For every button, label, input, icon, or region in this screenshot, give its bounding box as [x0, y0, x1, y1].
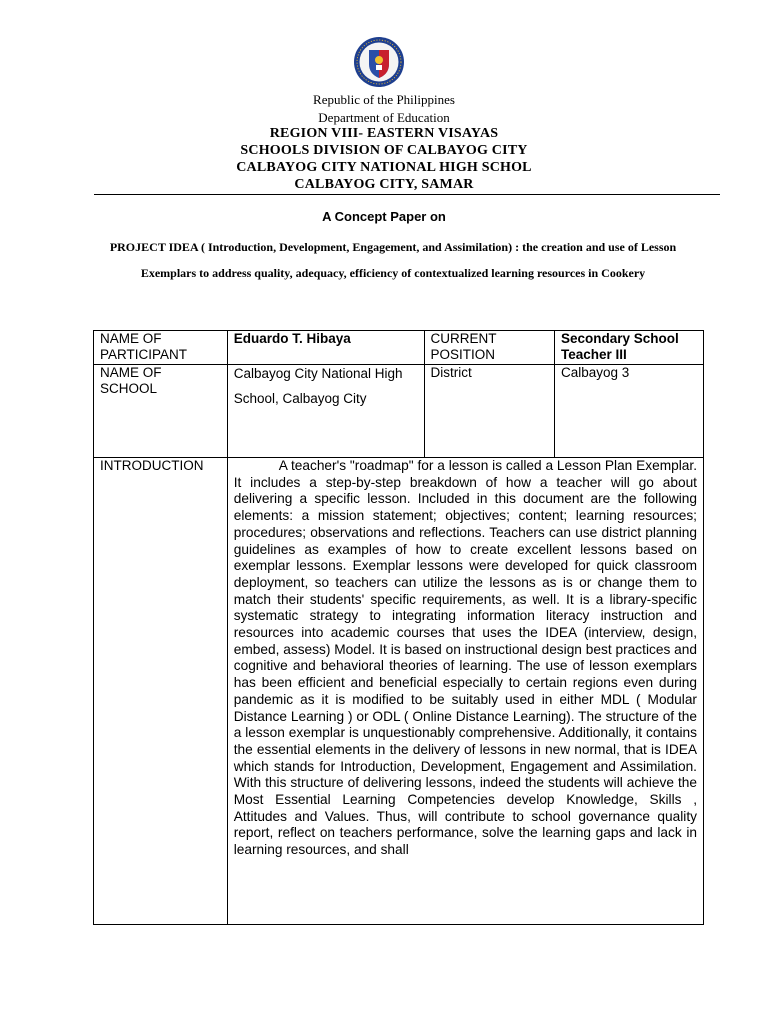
- project-idea-title: PROJECT IDEA ( Introduction, Development, Engagement, and Assimilation) : the creation and use of Lesson Exemplars to address quality, adequacy, efficiency of contextualized learning resources in Cookery: [109, 240, 677, 280]
- table-row: [94, 458, 704, 925]
- participant-value: Eduardo T. Hibaya: [227, 331, 424, 365]
- introduction-cell: [227, 458, 703, 925]
- seal-sun: [375, 56, 383, 64]
- participant-info-table: [93, 330, 704, 925]
- header-division: SCHOOLS DIVISION OF CALBAYOG CITY: [240, 143, 528, 158]
- header-region: REGION VIII- EASTERN VISAYAS: [269, 126, 499, 141]
- header-city: CALBAYOG CITY, SAMAR: [294, 177, 474, 192]
- school-value: Calbayog City National High School, Calbayog City: [233, 366, 403, 406]
- introduction-text: A teacher's "roadmap" for a lesson is called a Lesson Plan Exemplar. It includes a step-by-step breakdown of how a teacher will go about delivering a specific lesson. Included in this document are the following elements: a mission statement; objectives; content; learning resources; procedures; observations and reflections. Teachers can use district planning guidelines as examples of how to create excellent lessons based on exemplar lessons. Exemplar lessons were developed for quick classroom deployment, so teachers can utilize the lessons as is or change them to match their students' specific requirements, as well. It is a library-specific systematic strategy to integrating information literacy instruction and resources into academic courses that uses the IDEA (interview, design, embed, assess) Model. It is based on instructional design best practices and cognitive and behavioral theories of learning. The use of lesson exemplars has been efficient and beneficial especially to certain regions even during pandemic as it is modified to be suitably used in either MDL ( Modular Distance Learning ) or ODL ( Online Distance Learning). The structure of the a lesson exemplar is unquestionably comprehensive. Additionally, it contains the essential elements in the delivery of lessons in new normal, that is IDEA which stands for Introduction, Development, Engagement and Assimilation. With this structure of delivering lessons, indeed the students will achieve the Most Essential Learning Competencies develop Knowledge, Skills , Attitudes and Values. Thus, will contribute to school governance quality report, reflect on teachers performance, solve the learning gaps and lack in learning resources, and shall: [233, 458, 697, 858]
- header-divider: [94, 194, 720, 195]
- deped-seal-icon: [343, 36, 415, 88]
- district-value: Calbayog 3: [555, 365, 704, 458]
- header-school: CALBAYOG CITY NATIONAL HIGH SCHOL: [236, 160, 532, 175]
- concept-paper-title: A Concept Paper on: [322, 209, 446, 224]
- header-republic: Republic of the Philippines: [313, 92, 455, 107]
- school-value-cell: [227, 365, 424, 458]
- school-label: NAME OF SCHOOL: [94, 365, 228, 458]
- table-row: [94, 331, 704, 365]
- header-department: Department of Education: [318, 110, 450, 125]
- seal-book: [376, 65, 382, 70]
- table-row: [94, 365, 704, 458]
- district-label: District: [424, 365, 554, 458]
- introduction-label: INTRODUCTION: [94, 458, 228, 925]
- participant-label: NAME OF PARTICIPANT: [94, 331, 228, 365]
- position-value: Secondary School Teacher III: [555, 331, 704, 365]
- position-label: CURRENT POSITION: [424, 331, 554, 365]
